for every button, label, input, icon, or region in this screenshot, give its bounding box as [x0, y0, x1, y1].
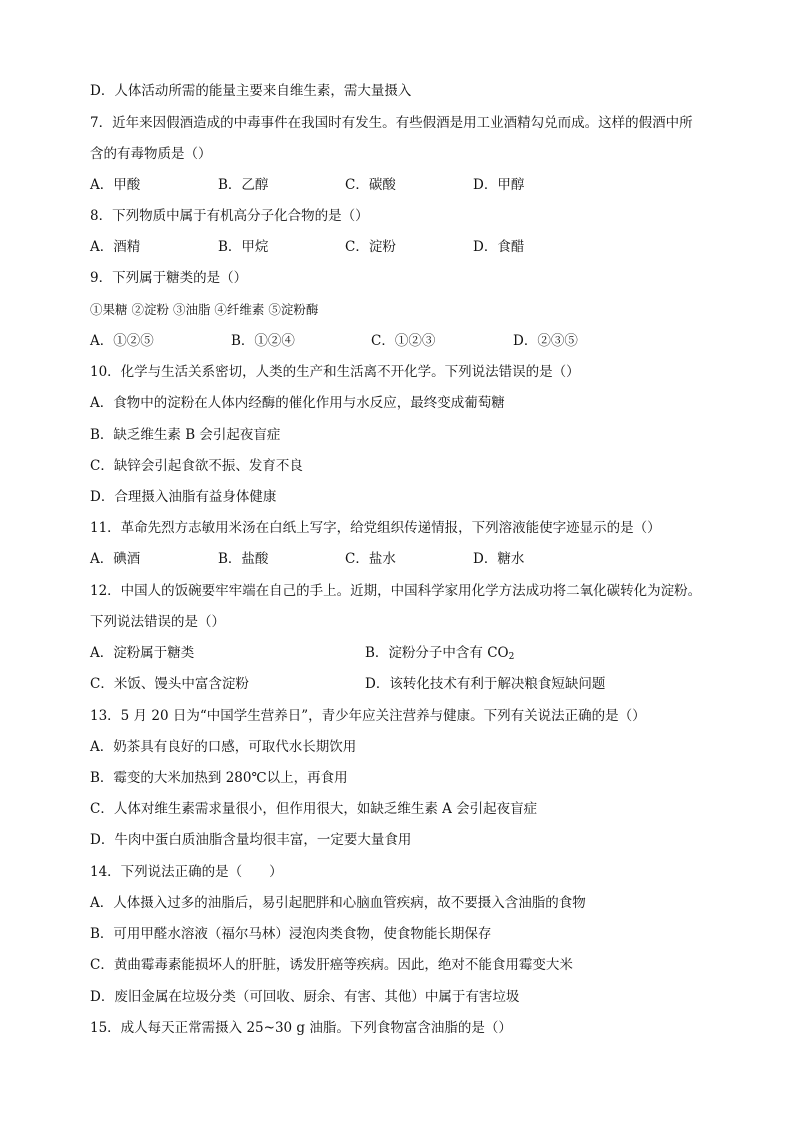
q13-option-c: C．人体对维生素需求量很小，但作用很大，如缺乏维生素 A 会引起夜盲症: [90, 801, 538, 817]
q14-option-a: A．人体摄入过多的油脂后，易引起肥胖和心脑血管疾病，故不要摄入含油脂的食物: [90, 895, 586, 911]
q7-option-a: A．甲酸: [90, 177, 141, 193]
q13-option-b: B．霉变的大米加热到 280℃以上，再食用: [90, 770, 348, 786]
q8-option-c: C．淀粉: [345, 239, 396, 255]
q9-option-b: B．①②④: [231, 333, 295, 349]
q11-option-a: A．碘酒: [90, 551, 141, 567]
question-13-stem: 13．5 月 20 日为“中国学生营养日”，青少年应关注营养与健康。下列有关说法正确的是（）: [90, 708, 646, 724]
q9-option-a: A．①②⑤: [90, 333, 154, 349]
question-7-stem-cont: 含的有毒物质是（）: [90, 146, 212, 162]
q8-option-a: A．酒精: [90, 239, 141, 255]
question-14-stem: 14．下列说法正确的是（ ）: [90, 864, 283, 880]
q12-option-c: C．米饭、馒头中富含淀粉: [90, 676, 249, 692]
q8-option-d: D．食醋: [473, 239, 525, 255]
q6-option-d: D．人体活动所需的能量主要来自维生素，需大量摄入: [90, 83, 412, 99]
question-9-items: ①果糖 ②淀粉 ③油脂 ④纤维素 ⑤淀粉酶: [90, 302, 319, 317]
q13-option-d: D．牛肉中蛋白质油脂含量均很丰富，一定要大量食用: [90, 832, 412, 848]
q10-option-d: D．合理摄入油脂有益身体健康: [90, 489, 277, 505]
question-11-stem: 11．革命先烈方志敏用米汤在白纸上写字，给党组织传递情报，下列溶液能使字迹显示的是（）: [90, 520, 661, 536]
q7-option-b: B．乙醇: [218, 177, 269, 193]
question-10-stem: 10．化学与生活关系密切，人类的生产和生活离不开化学。下列说法错误的是（）: [90, 364, 580, 380]
q12-option-a: A．淀粉属于糖类: [90, 645, 195, 661]
q10-option-c: C．缺锌会引起食欲不振、发育不良: [90, 458, 303, 474]
question-9-stem: 9．下列属于糖类的是（）: [90, 270, 248, 286]
q14-option-d: D．废旧金属在垃圾分类（可回收、厨余、有害、其他）中属于有害垃圾: [90, 989, 520, 1005]
q9-option-d: D．②③⑤: [513, 333, 578, 349]
q10-option-a: A．食物中的淀粉在人体内经酶的催化作用与水反应，最终变成葡萄糖: [90, 395, 505, 411]
q8-option-b: B．甲烷: [218, 239, 269, 255]
q11-option-b: B．盐酸: [218, 551, 269, 567]
q13-option-a: A．奶茶具有良好的口感，可取代水长期饮用: [90, 739, 357, 755]
question-12-stem-cont: 下列说法错误的是（）: [90, 614, 225, 630]
question-15-stem: 15．成人每天正常需摄入 25~30 g 油脂。下列食物富含油脂的是（）: [90, 1020, 512, 1036]
q10-option-b: B．缺乏维生素 B 会引起夜盲症: [90, 427, 281, 443]
question-12-stem: 12．中国人的饭碗要牢牢端在自己的手上。近期，中国科学家用化学方法成功将二氧化碳转化为淀粉。: [90, 583, 702, 599]
q12-option-b: B．淀粉分子中含有 $CO_2$: [365, 645, 515, 662]
question-8-stem: 8．下列物质中属于有机高分子化合物的是（）: [90, 208, 369, 224]
q14-option-c: C．黄曲霉毒素能损坏人的肝脏，诱发肝癌等疾病。因此，绝对不能食用霉变大米: [90, 957, 573, 973]
q12-option-d: D．该转化技术有利于解决粮食短缺问题: [365, 676, 606, 692]
question-7-stem: 7．近年来因假酒造成的中毒事件在我国时有发生。有些假酒是用工业酒精勾兑而成。这样的假酒中所: [90, 115, 693, 131]
q11-option-d: D．糖水: [473, 551, 525, 567]
q11-option-c: C．盐水: [345, 551, 396, 567]
q9-option-c: C．①②③: [371, 333, 436, 349]
q7-option-d: D．甲醇: [473, 177, 525, 193]
q7-option-c: C．碳酸: [345, 177, 396, 193]
q14-option-b: B．可用甲醛水溶液（福尔马林）浸泡肉类食物，使食物能长期保存: [90, 926, 492, 942]
